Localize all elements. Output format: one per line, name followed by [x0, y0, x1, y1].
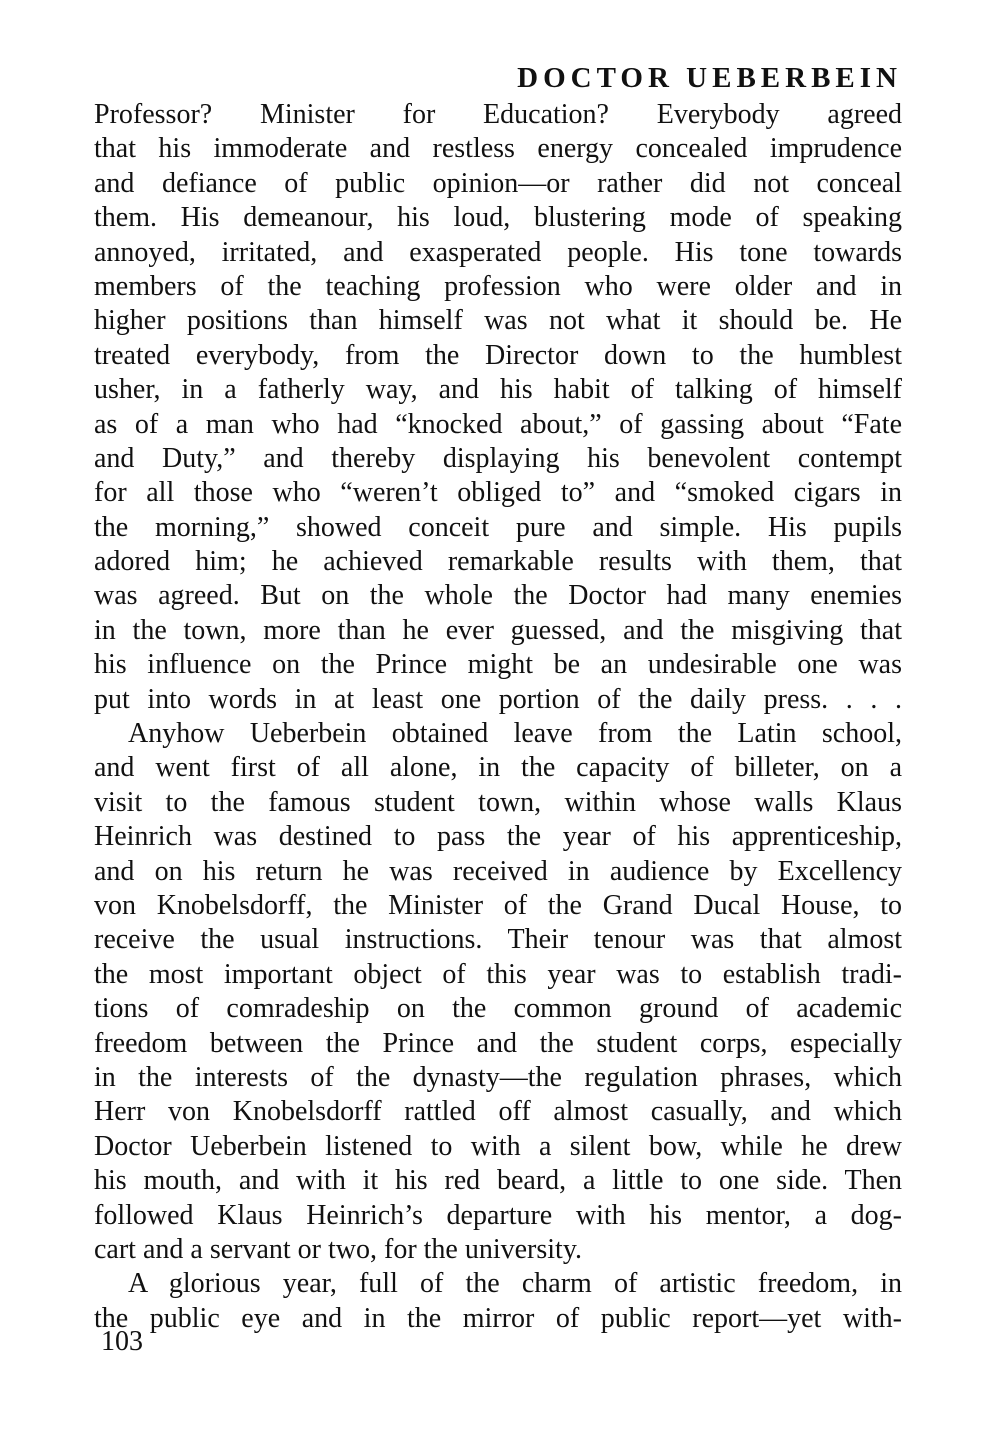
text-line: von Knobelsdorff, the Minister of the Grand Ducal House, to: [94, 889, 902, 921]
text-line: the most important object of this year was to establish tradi-: [94, 958, 902, 990]
text-line: Herr von Knobelsdorff rattled off almost casually, and which: [94, 1096, 902, 1128]
text-line: annoyed, irritated, and exasperated people. His tone towards: [94, 236, 902, 268]
text-line: cart and a servant or two, for the university.: [94, 1233, 583, 1265]
text-line: Anyhow Ueberbein obtained leave from the Latin school,: [128, 718, 902, 750]
body-text: [94, 98, 902, 1336]
text-line: in the interests of the dynasty—the regulation phrases, which: [94, 1061, 902, 1093]
text-line: that his immoderate and restless energy concealed imprudence: [94, 133, 902, 165]
text-line: and on his return he was received in audience by Excellency: [94, 855, 902, 887]
text-line: in the town, more than he ever guessed, and the misgiving that: [94, 614, 902, 646]
text-line: Professor? Minister for Education? Everybody agreed: [94, 99, 902, 130]
page-number: 103: [101, 1326, 143, 1357]
text-line: the public eye and in the mirror of public report—yet with-: [94, 1302, 902, 1334]
book-page: [94, 58, 902, 1336]
text-line: treated everybody, from the Director down to the humblest: [94, 339, 902, 371]
text-line: Doctor Ueberbein listened to with a silent bow, while he drew: [94, 1130, 902, 1162]
text-line: and defiance of public opinion—or rather did not conceal: [94, 167, 902, 199]
text-line: adored him; he achieved remarkable results with them, that: [94, 546, 902, 578]
text-line: followed Klaus Heinrich’s departure with his mentor, a dog-: [94, 1199, 902, 1231]
text-line: members of the teaching profession who were older and in: [94, 270, 902, 302]
text-line: and went first of all alone, in the capacity of billeter, on a: [94, 752, 902, 784]
text-line: usher, in a fatherly way, and his habit of talking of himself: [94, 374, 902, 406]
text-line: A glorious year, full of the charm of artistic freedom, in: [128, 1268, 902, 1300]
text-line: Heinrich was destined to pass the year of his apprenticeship,: [94, 821, 902, 853]
running-head: DOCTOR UEBERBEIN: [517, 62, 902, 94]
text-line: as of a man who had “knocked about,” of gassing about “Fate: [94, 408, 902, 440]
text-line: for all those who “weren’t obliged to” and “smoked cigars in: [94, 477, 902, 509]
text-line: put into words in at least one portion of the daily press. . . .: [94, 683, 902, 715]
text-line: higher positions than himself was not what it should be. He: [94, 305, 902, 337]
text-line: his mouth, and with it his red beard, a little to one side. Then: [94, 1165, 902, 1197]
text-line: tions of comradeship on the common ground of academic: [94, 993, 902, 1025]
text-line: visit to the famous student town, within whose walls Klaus: [94, 786, 902, 818]
text-line: his influence on the Prince might be an undesirable one was: [94, 649, 902, 681]
text-line: and Duty,” and thereby displaying his benevolent contempt: [94, 442, 902, 474]
text-line: the morning,” showed conceit pure and simple. His pupils: [94, 511, 902, 543]
text-line: receive the usual instructions. Their tenour was that almost: [94, 924, 902, 956]
text-line: them. His demeanour, his loud, blustering mode of speaking: [94, 202, 902, 234]
text-line: was agreed. But on the whole the Doctor had many enemies: [94, 580, 902, 612]
text-line: freedom between the Prince and the student corps, especially: [94, 1027, 902, 1059]
